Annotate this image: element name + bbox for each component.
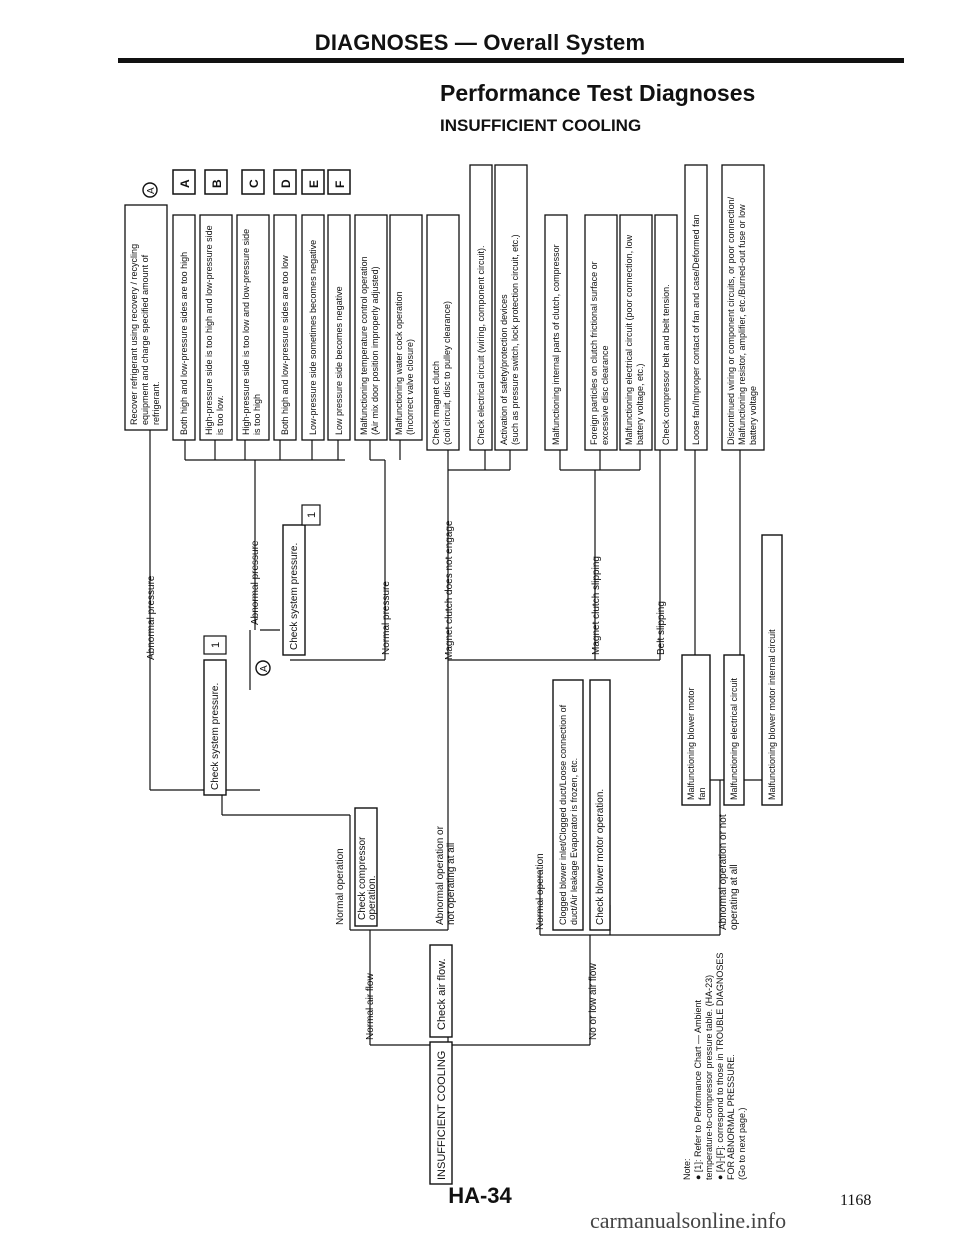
check-blower-box [590,680,610,930]
blower-fan-box [682,655,710,805]
cause-box [427,215,459,450]
page-number: 1168 [840,1192,872,1209]
blower-fan-line-2: fan [697,787,707,800]
normal-air-flow-label: Normal air flow [365,973,376,1040]
cause-line: (Air mix door position improperly adjusted) [370,266,380,435]
normal-operation-label: Normal operation [335,848,346,925]
start-box [430,1042,452,1184]
cause-box [655,215,677,450]
cause-box [685,165,707,450]
check-system-pressure-box [204,636,226,795]
normal-operation-2-label: Normal operation [535,853,546,930]
check-system-pressure-box-2 [283,505,320,655]
check-blower-label: Check blower motor operation. [595,788,606,925]
cause-box [302,170,324,440]
cause-tag: A [178,179,192,188]
cause-tag: C [247,179,261,188]
note-line: temperature-to-compressor pressure table. (HA-23) [704,974,714,1180]
cause-box [620,215,652,450]
clogged-blower-box [553,680,583,930]
cause-line: Malfunctioning temperature control operation [359,256,369,435]
cause-line: Both high and low-pressure sides are too high [179,251,189,435]
cause-box [173,170,195,440]
cause-box [545,215,567,450]
note-block [682,953,747,1180]
cause-line: Low-pressure side sometimes becomes negative [308,239,318,435]
cause-tag: E [307,179,321,188]
abnormal-or-not-line-2: operating at all [729,864,740,930]
clogged-blower-line-1: Clogged blower inlet/Clogged duct/Loose connection of [558,704,568,925]
abnormal-or-not-line-1: Abnormal operation or not [718,814,729,930]
cause-line: Malfunctioning water cock operation [394,291,404,435]
cause-line: (coil circuit, disc to pulley clearance) [442,300,452,445]
page-footer: HA-34 [448,1183,512,1208]
cause-line: refrigerant. [151,381,161,425]
normal-pressure-label: Normal pressure [381,581,392,655]
blower-fan-line-1: Malfunctioning blower motor [686,687,696,800]
cause-line: equipment and charge specified amount of [140,254,150,425]
abnormal-operation-line-2: not operating at all [446,842,457,925]
note-line: Note: [682,1158,692,1180]
cause-box [722,165,764,450]
cause-box [237,170,269,440]
belt-slipping-label: Belt slipping [656,601,667,655]
cause-line: Both high and low-pressure sides are too low [280,255,290,435]
magnet-clutch-slipping-label: Magnet clutch slipping [591,556,602,655]
cause-box [390,215,422,440]
cause-line: Malfunctioning electrical circuit (poor connection, low [624,234,634,445]
note-line: ● [1]: Refer to Performance Chart — Ambient [693,999,703,1180]
cause-tag: B [210,179,224,188]
note-line: FOR ABNORMAL PRESSURE. [726,1054,736,1180]
cause-line: Activation of safety/protection devices [499,294,509,445]
abnormal-pressure-label: Abnormal pressure [146,575,157,660]
note-line: (Go to next page.) [737,1107,747,1180]
cause-boxes [125,165,764,450]
cause-box [355,215,387,440]
abnormal-operation-line-1: Abnormal operation or [435,826,446,925]
cause-line: Foreign particles on clutch frictional surface or [589,261,599,445]
section-header: DIAGNOSES — Overall System [314,30,646,55]
magnet-clutch-label: Magnet clutch does not engage [444,520,455,660]
cause-line: Check magnet clutch [431,360,441,445]
cause-box [274,170,296,440]
ref-one-tag: 1 [210,641,222,648]
page-title: Performance Test Diagnoses [440,80,756,106]
cause-line: Check compressor belt and belt tension. [661,284,671,445]
check-compressor-line-2: operation. [367,875,378,920]
cause-line: Discontinued wiring or component circuits, or poor connection/ [726,196,736,445]
watermark: carmanualsonline.info [590,1208,787,1233]
cause-line: Recover refrigerant using recovery / recycling [129,243,139,425]
abnormal-pressure-2-label: Abnormal pressure [250,540,261,625]
check-air-flow-box [430,945,452,1037]
cause-box [495,165,527,450]
cause-line: excessive disc clearance [600,345,610,445]
note-line: ● [A]-[F]: correspond to those in TROUBLE DIAGNOSES [715,952,725,1180]
cause-line: Low pressure side becomes negative [334,286,344,435]
check-system-pressure-2-label: Check system pressure. [289,542,300,650]
cause-line: Loose fan/Improper contact of fan and case/Deformed fan [691,214,701,445]
cause-line: Check electrical circuit (wiring, component circuit). [476,245,486,445]
cause-tag: D [279,179,293,188]
cause-box [125,205,167,430]
clogged-blower-line-2: duct/Air leakage Evaporator is frozen, etc. [569,757,579,925]
cause-line: Malfunctioning internal parts of clutch, compressor [551,244,561,445]
cause-box [200,170,232,440]
cause-line: battery voltage [748,385,758,445]
cause-line: battery voltage, etc.) [635,363,645,445]
check-compressor-line-1: Check compressor [357,836,368,920]
check-system-pressure-label: Check system pressure. [210,682,221,790]
blower-electrical-box [724,655,744,805]
check-compressor-box [355,808,378,926]
cause-box [470,165,492,450]
cause-line: High-pressure side is too low and low-pressure side [241,228,251,435]
cause-box [328,170,350,440]
blower-electrical-label: Malfunctioning electrical circuit [729,677,739,800]
page-subtitle: INSUFFICIENT COOLING [440,116,642,135]
cause-line: is too low. [215,395,225,435]
circle-a-label-top: A [146,187,157,194]
blower-internal-box [762,535,782,805]
cause-line: (such as pressure switch, lock protection circuit, etc.) [510,234,520,445]
check-air-flow-label: Check air flow. [436,958,448,1030]
start-label: INSUFFICIENT COOLING [436,1050,448,1180]
cause-line: (Incorrect valve closure) [405,338,415,435]
no-low-air-flow-label: No or low air flow [588,963,599,1040]
cause-line: High-pressure side is too high and low-pressure side [204,225,214,435]
blower-internal-label: Malfunctioning blower motor internal circuit [767,629,777,800]
cause-tag: F [333,180,347,188]
cause-line: Malfunctioning resistor, amplifier, etc./Burned-out fuse or low [737,204,747,445]
ref-one-tag-2: 1 [306,511,318,518]
circle-a-label: A [259,665,270,672]
cause-box [585,215,617,450]
cause-line: is too high [252,393,262,435]
